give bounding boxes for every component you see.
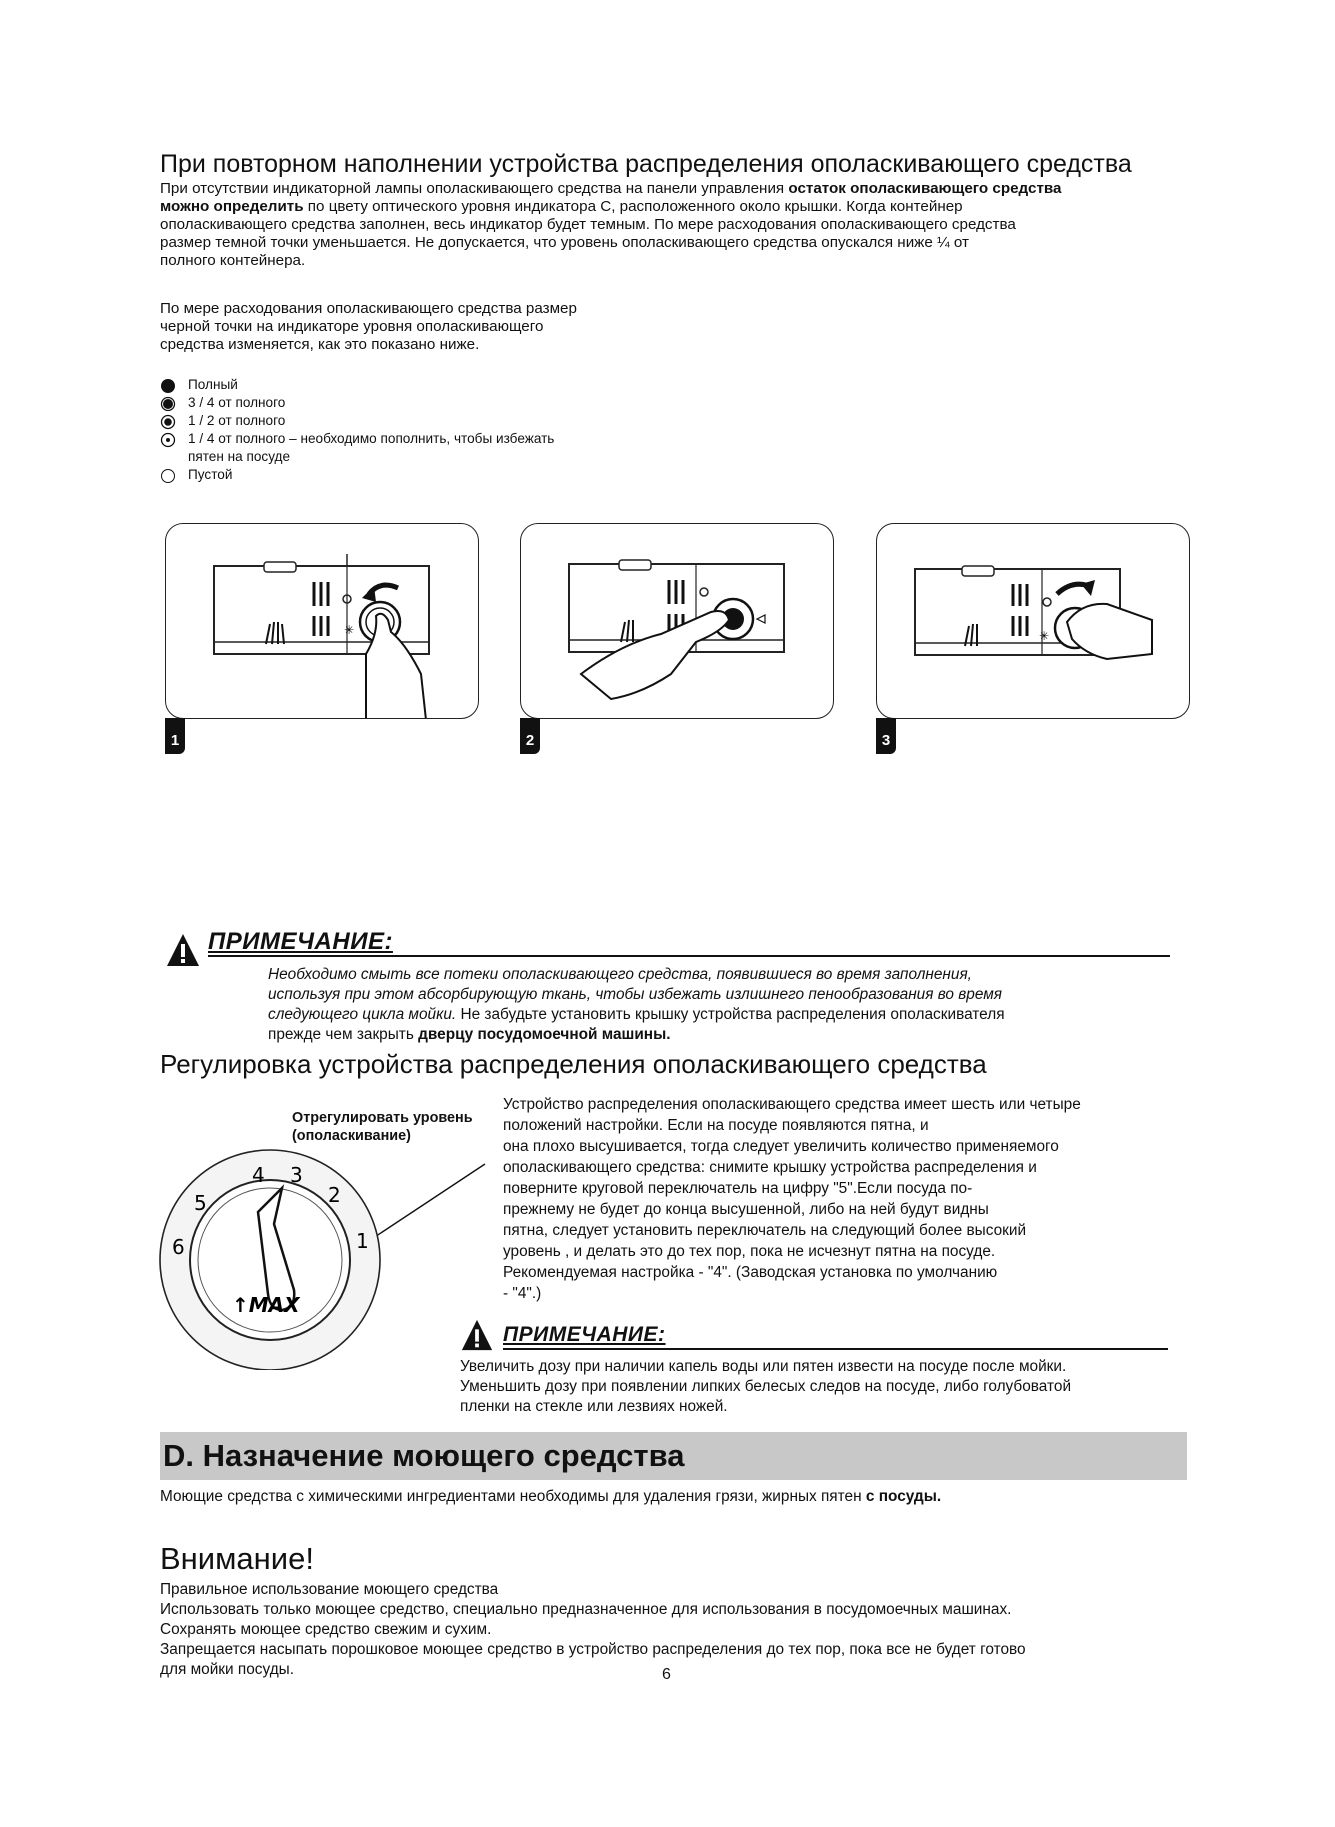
adjust-line: - "4".) <box>503 1285 542 1302</box>
dial-number-4: 4 <box>252 1163 265 1187</box>
attention-line: Запрещается насыпать порошковое моющее средство в устройство распределения до тех пор, пока все не будет готово <box>160 1641 1026 1658</box>
adjust-line: уровень , и делать это до тех пор, пока не исчезнут пятна на посуде. <box>503 1243 996 1260</box>
note-divider <box>208 955 1170 957</box>
adjust-line: положений настройки. Если на посуде появляются пятна, и <box>503 1117 929 1134</box>
refill-line: ополаскивающего средства заполнен, весь индикатор будет темным. По мере расходования ополаскивающего средства <box>160 216 1016 233</box>
dial-max-label: ↑MAX <box>232 1293 300 1317</box>
adjust-paragraph <box>503 1094 1203 1304</box>
step-illustration-1 <box>165 523 479 719</box>
adjust-line: прежнему не будет до конца высушенной, либо на ней будут видны <box>503 1201 989 1218</box>
adjust-line: Устройство распределения ополаскивающего средства имеет шесть или четыре <box>503 1096 1081 1113</box>
attention-title: Внимание! <box>160 1541 314 1576</box>
dial-number-6: 6 <box>172 1235 185 1259</box>
refill-title: При повторном наполнении устройства распределения ополаскивающего средства <box>160 150 1132 178</box>
adjust-line: она плохо высушивается, тогда следует увеличить количество применяемого <box>503 1138 1059 1155</box>
indicator-line: черной точки на индикаторе уровня ополаскивающего <box>160 318 544 335</box>
legend-item-full: Полный <box>160 376 554 394</box>
detergent-text: Моющие средства с химическими ингредиентами необходимы для удаления грязи, жирных пятен с посуды. <box>160 1488 942 1505</box>
dial-number-2: 2 <box>328 1183 341 1207</box>
adjust-line: Рекомендуемая настройка - "4". (Заводская установка по умолчанию <box>503 1264 998 1281</box>
refill-line: При отсутствии индикаторной лампы ополаскивающего средства на панели управления остаток ополаскивающего средства <box>160 180 1062 197</box>
dispenser-illustration <box>521 524 834 719</box>
refill-line: размер темной точки уменьшается. Не допускается, что уровень ополаскивающего средства опускался ниже ¼ от <box>160 234 969 251</box>
step-number-badge: 3 <box>876 718 896 754</box>
legend-item-three-quarter: 3 / 4 от полного <box>160 394 554 412</box>
warning-icon <box>165 932 201 968</box>
attention-line: Сохранять моющее средство свежим и сухим. <box>160 1621 492 1638</box>
level-legend <box>160 376 554 484</box>
empty-dot-icon <box>160 468 176 484</box>
legend-item-empty: Пустой <box>160 466 554 484</box>
note-body: Увеличить дозу при наличии капель воды или пятен извести на посуде после мойки. Уменьшить дозу при появлении липких белесых следов на посуде, либо голубоватой пленки на стекле или лезвиях ножей. <box>460 1358 1072 1415</box>
note-title: ПРИМЕЧАНИЕ: <box>208 928 393 955</box>
three-quarter-dot-icon <box>160 396 176 412</box>
attention-paragraph <box>160 1580 1220 1680</box>
dispenser-illustration <box>877 524 1190 719</box>
dial-caption: Отрегулировать уровень (ополаскивание) <box>292 1110 473 1144</box>
legend-item-half: 1 / 2 от полного <box>160 412 554 430</box>
step-illustration-3 <box>876 523 1190 719</box>
adjust-line: пятна, следует установить переключатель на следующий более высокий <box>503 1222 1027 1239</box>
adjust-title: Регулировка устройства распределения ополаскивающего средства <box>160 1049 987 1079</box>
full-dot-icon <box>160 378 176 394</box>
half-dot-icon <box>160 414 176 430</box>
page-number: 6 <box>662 1666 671 1683</box>
dial-number-1: 1 <box>356 1229 369 1253</box>
note-divider <box>503 1348 1168 1350</box>
step-number-badge: 2 <box>520 718 540 754</box>
dispenser-illustration <box>166 524 479 719</box>
legend-item-quarter: 1 / 4 от полного – необходимо пополнить, чтобы избежать пятен на посуде <box>160 430 554 466</box>
quarter-dot-icon <box>160 432 176 448</box>
warning-icon <box>460 1318 494 1352</box>
note-body: Необходимо смыть все потеки ополаскивающего средства, появившиеся во время заполнения, используя при этом абсорбирующую ткань, чтобы избежать излишнего пенообразования во время следующего цикла мойки. Не забудьте установить крышку устройства распределения ополаскивателя прежде чем закрыть дверцу посудомоечной машины. <box>268 966 1005 1043</box>
attention-line: для мойки посуды. <box>160 1661 295 1678</box>
indicator-line: По мере расходования ополаскивающего средства размер <box>160 300 577 317</box>
refill-line: можно определить по цвету оптического уровня индикатора С, расположенного около крышки. Когда контейнер <box>160 198 963 215</box>
indicator-paragraph <box>160 300 577 354</box>
refill-line: полного контейнера. <box>160 252 306 269</box>
step-illustration-2 <box>520 523 834 719</box>
rinse-dial-illustration <box>150 1140 490 1370</box>
refill-paragraph <box>160 180 1220 270</box>
dial-number-3: 3 <box>290 1163 303 1187</box>
adjust-line: поверните круговой переключатель на цифру "5".Если посуда по- <box>503 1180 973 1197</box>
detergent-section-header: D. Назначение моющего средства <box>160 1432 1187 1480</box>
indicator-line: средства изменяется, как это показано ниже. <box>160 336 480 353</box>
adjust-line: ополаскивающего средства: снимите крышку устройства распределения и <box>503 1159 1037 1176</box>
attention-line: Правильное использование моющего средства <box>160 1581 499 1598</box>
svg-text:✳: ✳ <box>1039 629 1050 643</box>
step-number-badge: 1 <box>165 718 185 754</box>
note-title: ПРИМЕЧАНИЕ: <box>503 1323 666 1346</box>
svg-text:✳: ✳ <box>344 623 355 637</box>
dial-number-5: 5 <box>194 1191 207 1215</box>
attention-line: Использовать только моющее средство, специально предназначенное для использования в посудомоечных машинах. <box>160 1601 1012 1618</box>
